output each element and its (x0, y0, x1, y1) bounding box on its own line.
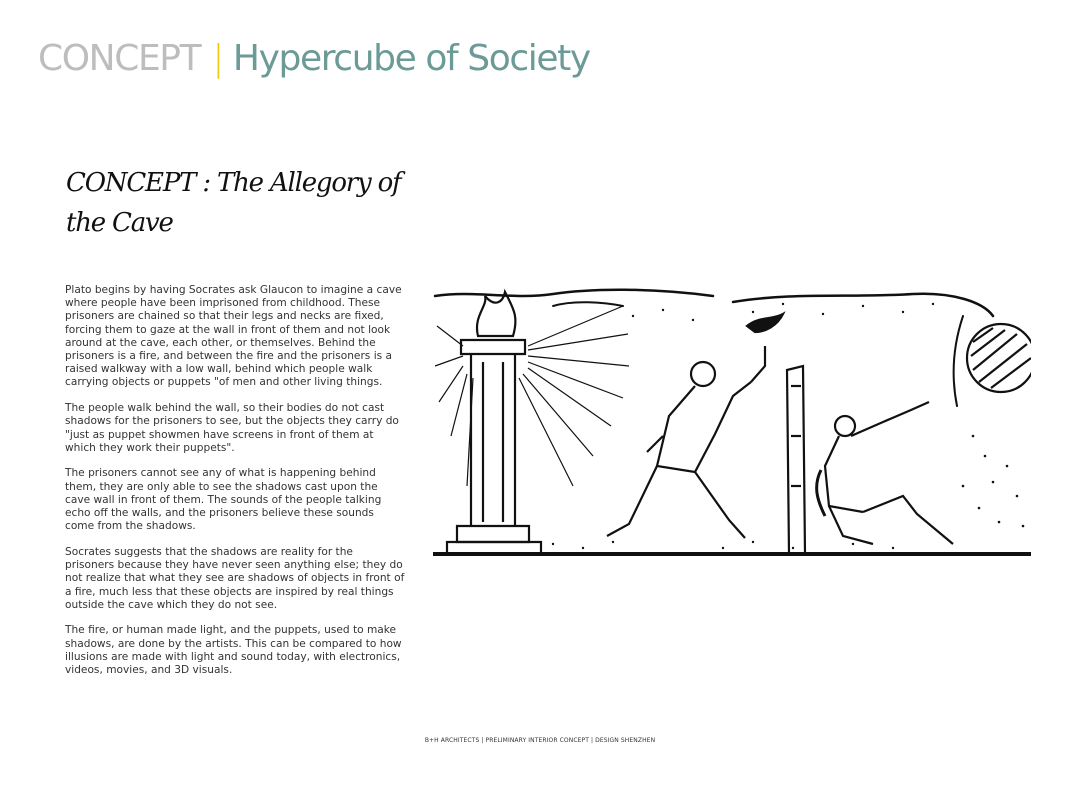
paragraph-intro: Plato begins by having Socrates ask Glaucon to imagine a cave where people have been imprisoned from childhood. These prisoners are chained so that their legs and necks are fixed, forcing them to gaze at the wall in front of them and not look around at the cave, each other, or themselves. Behind the prisoners is a fire, and between the fire and the prisoners is a raised walkway with a low wall, behind which people walk carrying objects or puppets "of men and other living things. (65, 284, 402, 389)
header-title: Hypercube of Society (232, 38, 590, 79)
page-header (38, 36, 590, 82)
header-concept-word: CONCEPT (38, 38, 201, 79)
page-footer: B+H ARCHITECTS | PRELIMINARY INTERIOR CONCEPT | DESIGN SHENZHEN (424, 737, 656, 744)
paragraph-walkway: The people walk behind the wall, so their bodies do not cast shadows for the prisoners to see, but the objects they carry do "just as puppet showmen have screens in front of them at which they work their puppets". (65, 402, 399, 454)
header-separator: | (212, 38, 223, 79)
body-text (65, 284, 405, 690)
paragraph-prisoners: The prisoners cannot see any of what is happening behind them, they are only able to see the shadows cast upon the cave wall in front of them. The sounds of the people talking echo off the walls, and the prisoners believe these sounds come from the shadows. (65, 467, 382, 533)
paragraph-shadows: Socrates suggests that the shadows are reality for the prisoners because they have never seen anything else; they do not realize that what they see are shadows of objects in front of a fire, much less that these objects are inspired by real things outside the cave which they do not see. (65, 545, 405, 611)
paragraph-artists: The fire, or human made light, and the puppets, used to make shadows, are done by the artists. This can be compared to how illusions are made with light and sound today, with electronics, videos, movies, and 3D visuals. (65, 624, 402, 677)
cave-allegory-illustration (433, 286, 1031, 562)
concept-title: CONCEPT : The Allegory of the Cave (66, 168, 401, 238)
